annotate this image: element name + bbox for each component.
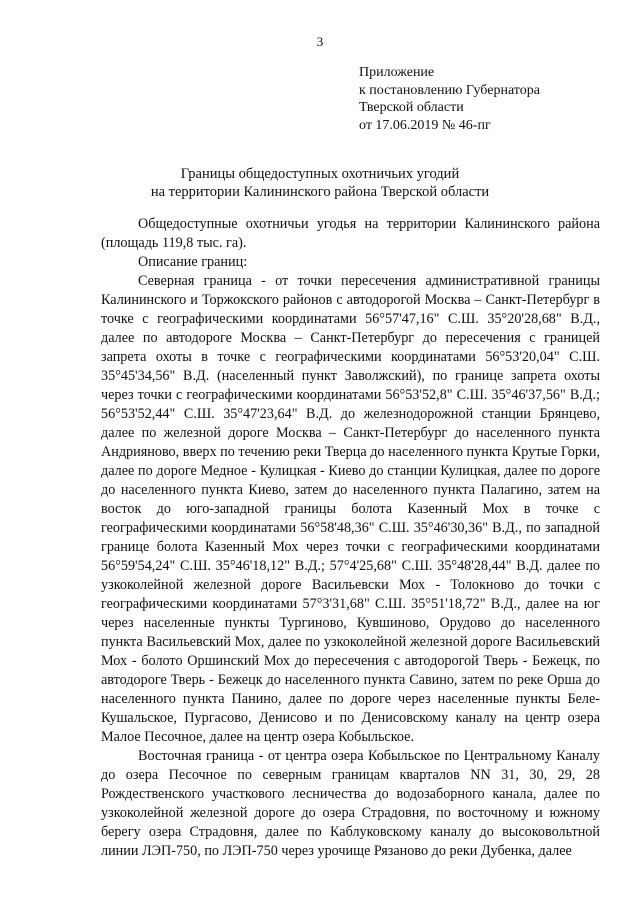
appendix-block: [359, 64, 540, 134]
north-border-paragraph: Северная граница - от точки пересечения административной границы Калининского и Торжокского районов с автодорогой Москва – Санкт-Петербург в точке с географическими координатами 56°57'47,16" С.Ш. 35°20'28,68" В.Д., далее по автодороге Москва – Санкт-Петербург до пересечения с границей запрета охоты в точке с географическими координатами 56°53'20,04" С.Ш. 35°45'34,56" В.Д. (населенный пункт Заволжский), по границе запрета охоты через точки с географическими координатами 56°53'52,8" С.Ш. 35°46'37,56" В.Д.; 56°53'52,44" С.Ш. 35°47'23,64" В.Д. до железнодорожной станции Брянцево, далее по железной дороге Москва – Санкт-Петербург до населенного пункта Андрияново, вверх по течению реки Тверца до населенного пункта Крутые Горки, далее по дороге Медное - Кулицкая - Киево до станции Кулицкая, далее по дороге до населенного пункта Киево, затем до населенного пункта Палагино, затем на восток до юго-западной границы болота Казенный Мох в точке с географическими координатами 56°58'48,36" С.Ш. 35°46'30,36" В.Д., по западной границе болота Казенный Мох через точки с географическими координатами 56°59'54,24" С.Ш. 35°46'18,12" В.Д.; 57°4'25,68" С.Ш. 35°48'28,44" В.Д. далее по узкоколейной железной дороге Васильевски Мох - Толокново до точки с географическими координатами 57°3'31,68" С.Ш. 35°51'18,72" В.Д., далее на юг через населенные пункты Тургиново, Кувшиново, Орудово до населенного пункта Васильевский Мох, далее по узкоколейной железной дороге Васильевский Мох - болото Оршинский Мох до пересечения с автодорогой Тверь - Бежецк, по автодороге Тверь - Бежецк до населенного пункта Савино, затем по реке Орша до населенного пункта Панино, далее по дороге через населенные пункты Беле-Кушальское, Пургасово, Денисово и по Денисовскому каналу на центр озера Малое Песочное, далее на центр озера Кобыльское.: [101, 273, 600, 745]
intro-paragraph: Общедоступные охотничьи угодья на территории Калининского района (площадь 119,8 тыс. га).: [101, 216, 600, 251]
description-heading: Описание границ:: [138, 254, 248, 270]
appendix-date: от 17.06.2019 № 46-пг: [359, 117, 491, 133]
appendix-line: к постановлению Губернатора: [359, 82, 540, 98]
document-body: [101, 215, 600, 861]
title-line: Границы общедоступных охотничьих угодий: [180, 166, 460, 182]
appendix-line: Тверской области: [359, 100, 464, 115]
title-line: на территории Калининского района Тверской области: [150, 184, 490, 200]
document-title: [0, 165, 640, 201]
page-number: 3: [316, 34, 324, 49]
east-border-paragraph: Восточная граница - от центра озера Кобыльское по Центральному Каналу до озера Песочное по северным границам кварталов NN 31, 30, 29, 28 Рождественского участкового лесничества до водозаборного канала, далее по узкоколейной железной дороге до озера Страдовня, по восточному и южному берегу озера Страдовня, далее по Каблуковскому каналу до высоковольтной линии ЛЭП-750, по ЛЭП-750 через урочище Рязаново до реки Дубенка, далее: [101, 748, 600, 859]
appendix-line: Приложение: [359, 65, 435, 80]
